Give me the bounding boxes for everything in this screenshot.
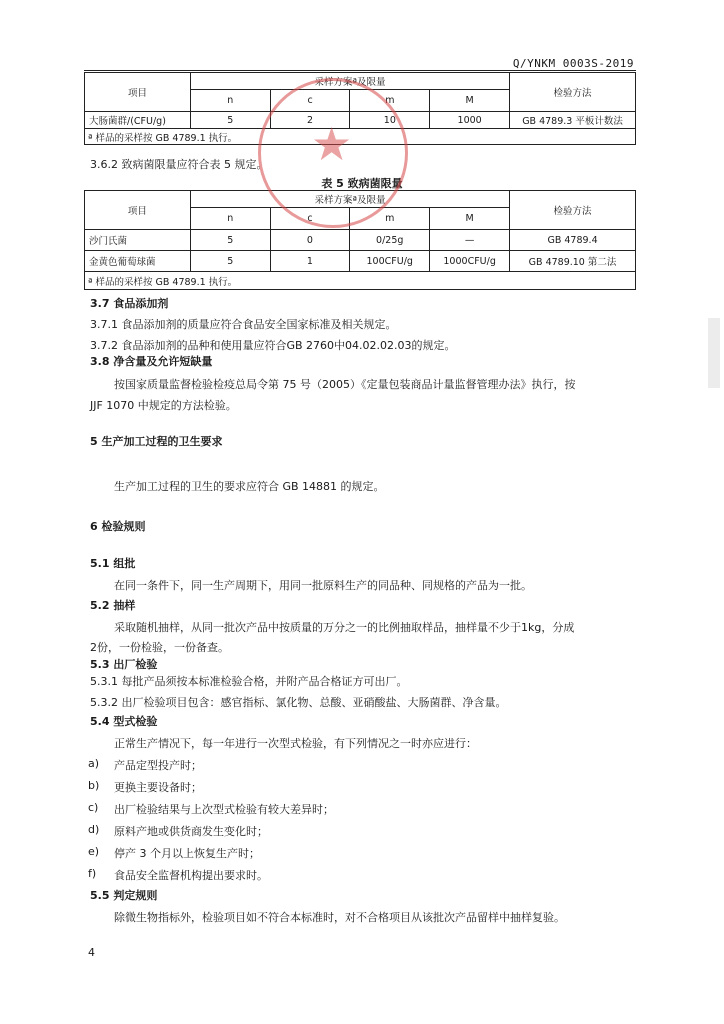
section-6-heading: 6 检验规则 xyxy=(90,520,146,533)
table4-cell-m: 10 xyxy=(350,112,430,129)
table5-header-plan: 采样方案ª及限量 xyxy=(190,191,509,208)
page-number: 4 xyxy=(88,946,95,959)
list-item: 原料产地或供货商发生变化时； xyxy=(114,825,268,838)
list-item: 更换主要设备时； xyxy=(114,781,202,794)
section-5-2-paragraph-line2: 2份，一份检验，一份备查。 xyxy=(90,641,229,654)
clause-5-3-2: 5.3.2 出厂检验项目包含：感官指标、氯化物、总酸、亚硝酸盐、大肠菌群、净含量。 xyxy=(90,696,507,709)
table-row xyxy=(85,230,636,251)
clause-5-3-1: 5.3.1 每批产品须按本标准检验合格，并附产品合格证方可出厂。 xyxy=(90,675,408,688)
clause-3-6-2: 3.6.2 致病菌限量应符合表 5 规定。 xyxy=(90,158,268,171)
section-5-2-paragraph-line1: 采取随机抽样，从同一批次产品中按质量的万分之一的比例抽取样品，抽样量不少于1kg，分成 xyxy=(114,621,575,634)
section-5-4-heading: 5.4 型式检验 xyxy=(90,715,158,728)
document-id: Q/YNKM 0003S-2019 xyxy=(512,57,634,70)
table5-header-item: 项目 xyxy=(85,191,191,230)
clause-3-7-2: 3.7.2 食品添加剂的品种和使用量应符合GB 2760中04.02.02.03的规定。 xyxy=(90,339,456,352)
list-marker: d) xyxy=(88,823,100,836)
binding-edge-mark xyxy=(708,318,720,388)
table5-sub-M: M xyxy=(430,208,510,230)
section-5-4-paragraph: 正常生产情况下，每一年进行一次型式检验，有下列情况之一时亦应进行： xyxy=(114,737,477,750)
table5-cell-item: 沙门氏菌 xyxy=(85,230,191,251)
table5-header-method: 检验方法 xyxy=(510,191,636,230)
section-5-1-paragraph: 在同一条件下，同一生产周期下，用同一批原料生产的同品种、同规格的产品为一批。 xyxy=(114,579,532,592)
table4-sub-c: c xyxy=(270,90,350,112)
table4-header-item: 项目 xyxy=(85,73,191,112)
table5-cell-m: 100CFU/g xyxy=(350,251,430,272)
table5-cell-method: GB 4789.4 xyxy=(510,230,636,251)
section-5-2-heading: 5.2 抽样 xyxy=(90,599,136,612)
table5-cell-M: 1000CFU/g xyxy=(430,251,510,272)
section-5-1-heading: 5.1 组批 xyxy=(90,557,136,570)
table5-cell-M: — xyxy=(430,230,510,251)
header-rule xyxy=(84,70,636,71)
table4-header-plan: 采样方案ª及限量 xyxy=(190,73,509,90)
list-marker: b) xyxy=(88,779,100,792)
list-item: 出厂检验结果与上次型式检验有较大差异时； xyxy=(114,803,334,816)
list-marker: f) xyxy=(88,867,97,880)
table5-cell-n: 5 xyxy=(190,251,270,272)
table5-cell-c: 1 xyxy=(270,251,350,272)
table5-sub-n: n xyxy=(190,208,270,230)
table4-cell-M: 1000 xyxy=(430,112,510,129)
section-3-8-paragraph-line2: JJF 1070 中规定的方法检验。 xyxy=(90,399,237,412)
table-row xyxy=(85,112,636,129)
table5-cell-item: 金黄色葡萄球菌 xyxy=(85,251,191,272)
table5-title: 表 5 致病菌限量 xyxy=(321,177,403,190)
seal-star-icon: ★ xyxy=(311,117,353,171)
section-5-paragraph: 生产加工过程的卫生的要求应符合 GB 14881 的规定。 xyxy=(114,480,385,493)
table5-cell-m: 0/25g xyxy=(350,230,430,251)
section-5-5-paragraph: 除微生物指标外，检验项目如不符合本标准时，对不合格项目从该批次产品留样中抽样复验。 xyxy=(114,911,565,924)
table5-cell-method: GB 4789.10 第二法 xyxy=(510,251,636,272)
table4-sub-m: m xyxy=(350,90,430,112)
list-item: 食品安全监督机构提出要求时。 xyxy=(114,869,268,882)
list-item: 产品定型投产时； xyxy=(114,759,202,772)
list-marker: a) xyxy=(88,757,100,770)
section-3-8-paragraph-line1: 按国家质量监督检验检疫总局令第 75 号（2005）《定量包装商品计量监督管理办法》执行，按 xyxy=(114,378,576,391)
table4-header-method: 检验方法 xyxy=(510,73,636,112)
section-3-8-heading: 3.8 净含量及允许短缺量 xyxy=(90,355,213,368)
table5-footnote: ª 样品的采样按 GB 4789.1 执行。 xyxy=(85,272,636,290)
list-marker: c) xyxy=(88,801,99,814)
table4-cell-item: 大肠菌群/(CFU/g) xyxy=(85,112,191,129)
table5-cell-n: 5 xyxy=(190,230,270,251)
microbial-limit-table xyxy=(84,72,636,145)
section-5-heading: 5 生产加工过程的卫生要求 xyxy=(90,435,223,448)
table4-cell-method: GB 4789.3 平板计数法 xyxy=(510,112,636,129)
pathogen-limit-table xyxy=(84,190,636,290)
section-5-3-heading: 5.3 出厂检验 xyxy=(90,658,158,671)
table-row xyxy=(85,251,636,272)
table5-sub-c: c xyxy=(270,208,350,230)
table4-sub-n: n xyxy=(190,90,270,112)
list-marker: e) xyxy=(88,845,100,858)
table4-footnote: ª 样品的采样按 GB 4789.1 执行。 xyxy=(85,129,636,145)
section-3-7-heading: 3.7 食品添加剂 xyxy=(90,297,169,310)
table5-sub-m: m xyxy=(350,208,430,230)
table4-sub-M: M xyxy=(430,90,510,112)
table4-cell-c: 2 xyxy=(270,112,350,129)
table4-cell-n: 5 xyxy=(190,112,270,129)
table5-cell-c: 0 xyxy=(270,230,350,251)
clause-3-7-1: 3.7.1 食品添加剂的质量应符合食品安全国家标准及相关规定。 xyxy=(90,318,397,331)
section-5-5-heading: 5.5 判定规则 xyxy=(90,889,158,902)
list-item: 停产 3 个月以上恢复生产时； xyxy=(114,847,260,860)
